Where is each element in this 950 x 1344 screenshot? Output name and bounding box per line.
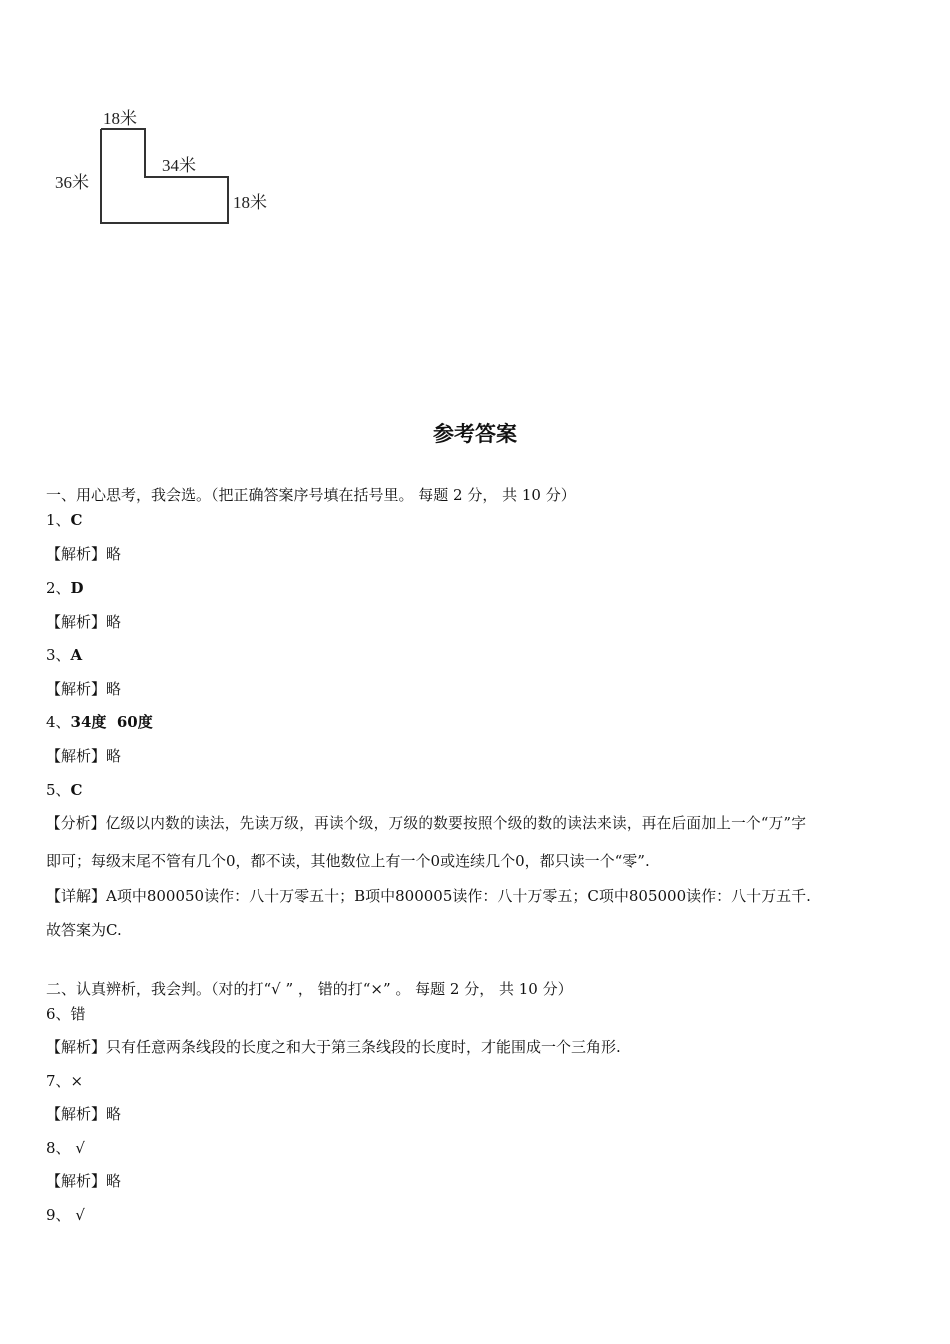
item-answer: 34度 60度 (70, 713, 153, 731)
label-middle: 34米 (162, 156, 196, 175)
label-top: 18米 (103, 109, 137, 128)
item-number: 6、 (46, 1005, 71, 1023)
item-answer: 错 (70, 1005, 86, 1023)
item-number: 4、 (46, 713, 71, 731)
item-note-8: 【解析】略 (46, 1172, 122, 1190)
l-shape-outline (101, 129, 228, 223)
item-number: 3、 (46, 646, 71, 664)
item-number: 1、 (46, 511, 71, 529)
section2-heading: 二、认真辨析，我会判。（对的打“√ ” ， 错的打“×” 。 每题 2 分， 共 10 分） (46, 980, 573, 998)
l-shape-diagram (50, 100, 290, 240)
item-note-7: 【解析】略 (46, 1105, 122, 1123)
item-answer: √ (70, 1139, 85, 1157)
answer-item-8 (46, 1138, 85, 1158)
item-answer: C (70, 511, 83, 529)
label-left: 36米 (55, 173, 89, 192)
answer-item-6 (46, 1004, 86, 1024)
item-number: 8、 (46, 1139, 71, 1157)
analysis-line-1: 【分析】亿级以内数的读法，先读万级，再读个级，万级的数要按照个级的数的读法来读，再在后面加上一个“万”字 (46, 815, 807, 832)
item-answer: √ (70, 1206, 85, 1224)
answer-title: 参考答案 (433, 422, 517, 446)
label-right: 18米 (233, 193, 267, 212)
answer-item-7 (46, 1071, 83, 1091)
detail-line: 【详解】A项中800050读作：八十万零五十；B项中800005读作：八十万零五；C项中805000读作：八十万五千. (46, 887, 811, 905)
item-number: 7、 (46, 1072, 71, 1090)
answer-item-9 (46, 1205, 85, 1225)
item-answer: D (70, 579, 84, 597)
item-answer: C (70, 781, 83, 799)
item-answer: A (70, 646, 83, 664)
item-number: 5、 (46, 781, 71, 799)
item-note-1: 【解析】略 (46, 545, 122, 563)
item-note-4: 【解析】略 (46, 747, 122, 765)
answer-item-1 (46, 510, 83, 530)
item-note-3: 【解析】略 (46, 680, 122, 698)
answer-item-2 (46, 578, 84, 598)
answer-item-5 (46, 780, 83, 800)
l-shape-figure (50, 100, 290, 240)
item-number: 2、 (46, 579, 71, 597)
answer-item-4 (46, 712, 153, 732)
item-answer: × (70, 1072, 84, 1090)
answer-item-3 (46, 645, 82, 665)
analysis-line-2: 即可；每级末尾不管有几个0，都不读，其他数位上有一个0或连续几个0，都只读一个“零”. (46, 852, 650, 870)
section1-heading: 一、用心思考，我会选。（把正确答案序号填在括号里。 每题 2 分， 共 10 分） (46, 486, 576, 504)
item-number: 9、 (46, 1206, 71, 1224)
item-note-6: 【解析】只有任意两条线段的长度之和大于第三条线段的长度时，才能围成一个三角形. (46, 1038, 621, 1056)
conclusion-line: 故答案为C. (46, 921, 122, 939)
item-note-2: 【解析】略 (46, 613, 122, 631)
